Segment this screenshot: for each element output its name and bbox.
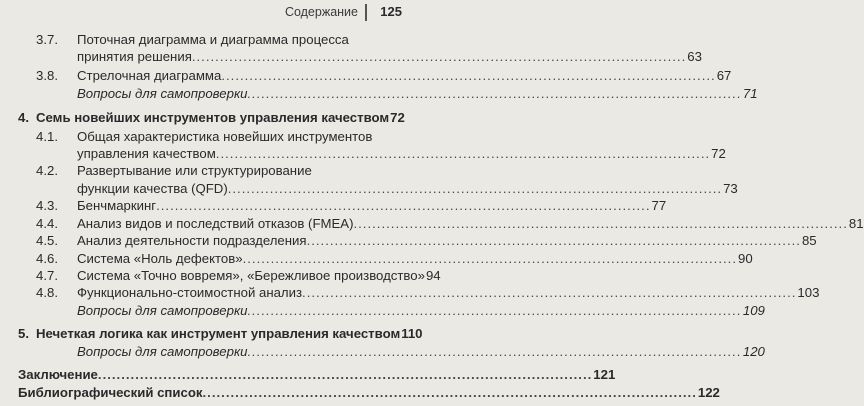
toc-entry-number: 4.4. — [36, 216, 58, 231]
toc-entry-page: 72 — [390, 110, 405, 125]
toc-entry-number: 4.3. — [36, 198, 58, 213]
toc-entry-number: 4.5. — [36, 233, 58, 248]
leader-dots: .......................................................................................................... — [156, 198, 651, 213]
toc-entry-title: Вопросы для самопроверки — [77, 344, 248, 359]
running-header-title: Содержание — [284, 5, 358, 19]
toc-entry-title: функции качества (QFD) — [77, 181, 228, 196]
toc-entry-page: 103 — [797, 285, 820, 300]
running-header — [0, 0, 410, 24]
toc-entry-page: 110 — [401, 326, 423, 341]
toc-entry-title: Анализ видов и последствий отказов (FMEA) — [77, 216, 354, 231]
toc-entry-number: 5. — [18, 326, 29, 341]
toc-entry-title: управления качеством — [77, 146, 216, 161]
toc-entry-title: Поточная диаграмма и диаграмма процесса — [77, 32, 349, 47]
toc-entry-number: 4.8. — [36, 285, 58, 300]
leader-dots: .......................................................................................................... — [302, 285, 797, 300]
leader-dots: .......................................................................................................... — [221, 68, 716, 83]
leader-dots: .......................................................................................................... — [202, 385, 697, 400]
toc-entry-title: Развертывание или структурирование — [77, 163, 312, 178]
toc-entry-page: 122 — [697, 385, 720, 400]
leader-dots: .......................................................................................................... — [247, 344, 742, 359]
toc-entry-page: 77 — [651, 198, 667, 213]
leader-dots: .......................................................................................................... — [215, 146, 711, 161]
toc-entry-title: Функционально-стоимостной анализ — [77, 285, 303, 300]
toc-entry-number: 3.7. — [36, 32, 58, 47]
toc-entry-number: 4.7. — [36, 268, 58, 283]
toc-entry-title: Система «Ноль дефектов» — [77, 251, 243, 266]
toc-entry-title: Нечеткая логика как инструмент управления качеством — [36, 326, 401, 341]
toc-entry-page: 63 — [687, 49, 702, 64]
leader-dots: .......................................................................................................... — [242, 251, 737, 266]
toc-entry-number: 4.2. — [36, 163, 58, 178]
leader-dots: .......................................................................................................... — [247, 86, 742, 101]
toc-entry-title: Вопросы для самопроверки — [77, 86, 248, 101]
toc-entry-page: 72 — [711, 146, 726, 161]
toc-entry-number: 4.1. — [36, 129, 58, 144]
toc-entry-title: Заключение — [18, 367, 98, 382]
toc-entry-title: Стрелочная диаграмма — [77, 68, 222, 83]
toc-entry-page: 94 — [425, 268, 441, 283]
toc-entry-number: 4.6. — [36, 251, 58, 266]
leader-dots: .......................................................................................................... — [353, 216, 848, 231]
leader-dots: .......................................................................................................... — [97, 367, 593, 382]
toc-entry-title: Анализ деятельности подразделения — [77, 233, 307, 248]
leader-dots: .......................................................................................................... — [191, 49, 687, 64]
toc-entry-page: 90 — [737, 251, 753, 266]
toc-entry-title: Семь новейших инструментов управления качеством — [36, 110, 390, 125]
header-separator — [365, 4, 367, 21]
toc-entry-title: Библиографический список — [18, 385, 203, 400]
leader-dots: .......................................................................................................... — [247, 303, 742, 318]
toc-entry-number: 3.8. — [36, 68, 58, 83]
toc-entry-page: 120 — [742, 344, 765, 359]
toc-entry-title: принятия решения — [77, 49, 192, 64]
toc-entry-title: Общая характеристика новейших инструментов — [77, 129, 373, 144]
toc-entry-page: 71 — [742, 86, 758, 101]
toc-entry-page: 109 — [742, 303, 765, 318]
leader-dots: .......................................................................................................... — [227, 181, 723, 196]
toc-entry-number: 4. — [18, 110, 29, 125]
toc-entry-page: 85 — [801, 233, 817, 248]
toc-entry-page: 121 — [593, 367, 616, 382]
toc-entry-title: Вопросы для самопроверки — [77, 303, 248, 318]
toc-entry-page: 73 — [723, 181, 738, 196]
leader-dots: .......................................................................................................... — [306, 233, 801, 248]
toc-entry-title: Система «Точно вовремя», «Бережливое производство» — [77, 268, 425, 283]
toc-entry-page: 81 — [848, 216, 864, 231]
page-number: 125 — [380, 4, 402, 19]
toc-entry-page: 67 — [716, 68, 732, 83]
toc-entry-title: Бенчмаркинг — [77, 198, 157, 213]
